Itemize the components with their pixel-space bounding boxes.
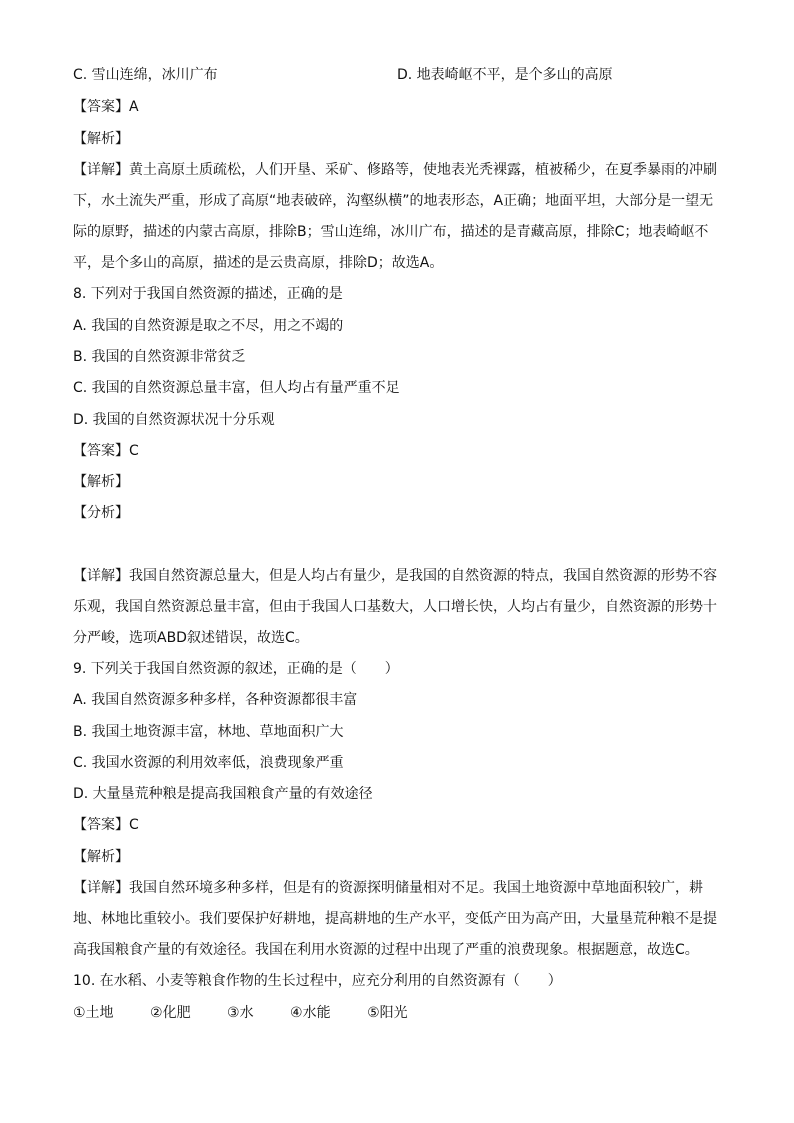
q9-analysis-label: 【解析】 — [73, 849, 129, 865]
q9-option-a: A. 我国自然资源多种多样，各种资源都很丰富 — [73, 692, 358, 708]
q10-item-3: ③水 — [227, 1005, 254, 1021]
q8-answer: 【答案】C — [73, 443, 139, 459]
q8-option-d: D. 我国的自然资源状况十分乐观 — [73, 412, 275, 428]
q9-option-b: B. 我国土地资源丰富，林地、草地面积广大 — [73, 724, 344, 740]
q8-option-b: B. 我国的自然资源非常贫乏 — [73, 349, 246, 365]
q10-item-5: ⑤阳光 — [367, 1005, 408, 1021]
q8-detail: 【详解】我国自然资源总量大，但是人均占有量少，是我国的自然资源的特点，我国自然资源的形势不容乐观，我国自然资源总量丰富，但由于我国人口基数大，人口增长快，人均占有量少，自然资源的形势十分严峻，选项ABD叙述错误，故选C。 — [73, 568, 717, 646]
q9-detail: 【详解】我国自然环境多种多样，但是有的资源探明储量相对不足。我国土地资源中草地面积较广，耕地、林地比重较小。我们要保护好耕地，提高耕地的生产水平，变低产田为高产田，大量垦荒种粮不是提高我国粮食产量的有效途径。我国在利用水资源的过程中出现了严重的浪费现象。根据题意，故选C。 — [73, 880, 717, 958]
q7-options-row — [73, 65, 613, 85]
q9-option-c: C. 我国水资源的利用效率低，浪费现象严重 — [73, 755, 344, 771]
q9-option-d: D. 大量垦荒种粮是提高我国粮食产量的有效途径 — [73, 786, 373, 802]
q7-option-c: C. 雪山连绵，冰川广布 — [73, 67, 218, 83]
q9-stem: 9. 下列关于我国自然资源的叙述，正确的是（ ） — [73, 661, 399, 677]
q10-items-row — [73, 1003, 440, 1023]
q8-option-a: A. 我国的自然资源是取之不尽，用之不竭的 — [73, 318, 344, 334]
q8-option-c: C. 我国的自然资源总量丰富，但人均占有量严重不足 — [73, 380, 400, 396]
q10-item-4: ④水能 — [290, 1005, 331, 1021]
q10-item-1: ①土地 — [73, 1005, 114, 1021]
q8-analysis-label: 【解析】 — [73, 474, 129, 490]
q10-stem: 10. 在水稻、小麦等粮食作物的生长过程中，应充分利用的自然资源有（ ） — [73, 973, 562, 989]
q8-stem: 8. 下列对于我国自然资源的描述，正确的是 — [73, 286, 343, 302]
q10-item-2: ②化肥 — [150, 1005, 191, 1021]
q8-fenxi-label: 【分析】 — [73, 505, 129, 521]
q7-answer: 【答案】A — [73, 99, 139, 115]
q9-answer: 【答案】C — [73, 817, 139, 833]
q7-analysis-label: 【解析】 — [73, 131, 129, 147]
q7-detail: 【详解】黄土高原土质疏松，人们开垦、采矿、修路等，使地表光秃裸露，植被稀少，在夏季暴雨的冲刷下，水土流失严重，形成了高原“地表破碎，沟壑纵横”的地表形态，A正确；地面平坦，大部分是一望无际的原野，描述的内蒙古高原，排除B；雪山连绵，冰川广布，描述的是青藏高原，排除C；地表崎岖不平，是个多山的高原，描述的是云贵高原，排除D；故选A。 — [73, 162, 717, 271]
q7-option-d: D. 地表崎岖不平，是个多山的高原 — [397, 67, 613, 83]
